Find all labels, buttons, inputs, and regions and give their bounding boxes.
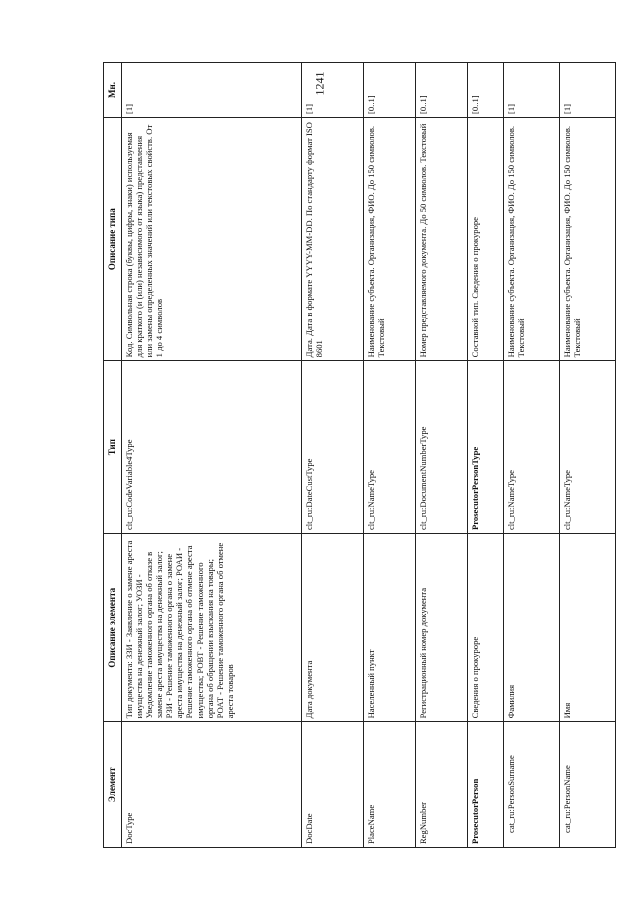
table-row	[301, 63, 363, 848]
cell-multiplicity: [0..1]	[467, 63, 503, 118]
cell-type-description: Наименование субъекта. Организация, ФИО. До 150 символов. Текстовый	[503, 117, 559, 360]
cell-multiplicity: [1]	[503, 63, 559, 118]
cell-multiplicity: [1]	[121, 63, 301, 118]
cell-element: cat_ru:PersonName	[559, 722, 615, 848]
cell-element: ProsecutorPerson	[467, 722, 503, 848]
rotated-table-container	[103, 62, 582, 848]
cell-description: Фамилия	[503, 534, 559, 722]
cell-type: ProsecutorPersonType	[467, 361, 503, 534]
cell-type-description: Код. Символьная строка (буквы, цифры, знаки) используемая для краткого (и (или) независимого от языка) представления или замены определенных значений или текстовых свойств. От 1 до 4 символов	[121, 117, 301, 360]
cell-element: RegNumber	[415, 722, 467, 848]
cell-type: clt_ru:NameType	[559, 361, 615, 534]
cell-multiplicity: [0..1]	[415, 63, 467, 118]
header-description: Описание элемента	[104, 534, 122, 722]
header-type: Тип	[104, 361, 122, 534]
cell-type: clt_ru:DocumentNumberType	[415, 361, 467, 534]
table-row	[467, 63, 503, 848]
cell-description: Населенный пункт	[363, 534, 415, 722]
header-element: Элемент	[104, 722, 122, 848]
cell-type-description: Наименование субъекта. Организация, ФИО. До 150 символов. Текстовый	[363, 117, 415, 360]
cell-type-description: Номер представляемого документа. До 50 символов. Текстовый	[415, 117, 467, 360]
cell-type: clt_ru:NameType	[503, 361, 559, 534]
table-header-row	[104, 63, 122, 848]
cell-multiplicity: [0..1]	[363, 63, 415, 118]
table-row	[363, 63, 415, 848]
table-row	[121, 63, 301, 848]
cell-type-description: Дата. Дата в формате YYYY-MM-DD. По стандарту формат ISO 8601	[301, 117, 363, 360]
cell-description: Имя	[559, 534, 615, 722]
cell-type: clt_ru:NameType	[363, 361, 415, 534]
cell-element: DocDate	[301, 722, 363, 848]
cell-description: Регистрационный номер документа	[415, 534, 467, 722]
cell-description: Тип документа: ЗЗИ - Заявление о замене ареста имущества на денежный залог; УОЗИ - Уведомление таможенного органа об отказе в замене ареста имущества на денежный залог; РЗИ - Решение таможенного органа о замене ареста имущества на денежный залог; РОАИ - Решение таможенного органа об отмене ареста имущества; РОВТ - Решение таможенного органа об обращении взыскания на товары; РОАТ - Решение таможенного органа об отмене ареста товаров	[121, 534, 301, 722]
cell-multiplicity: [1]	[559, 63, 615, 118]
cell-type: clt_ru:DateCustType	[301, 361, 363, 534]
table-row	[503, 63, 559, 848]
cell-multiplicity: [1]	[301, 63, 363, 118]
cell-element: DocType	[121, 722, 301, 848]
schema-table	[103, 62, 616, 848]
cell-type-description: Наименование субъекта. Организация, ФИО. До 150 символов. Текстовый	[559, 117, 615, 360]
cell-description: Дата документа	[301, 534, 363, 722]
cell-type-description: Составной тип. Сведения о прокуроре	[467, 117, 503, 360]
cell-type: clt_ru:CodeVariable4Type	[121, 361, 301, 534]
header-type-description: Описание типа	[104, 117, 122, 360]
page-number: 1241	[312, 71, 327, 96]
header-multiplicity: Мн.	[104, 63, 122, 118]
cell-description: Сведения о прокуроре	[467, 534, 503, 722]
cell-element: cat_ru:PersonSurname	[503, 722, 559, 848]
table-row	[559, 63, 615, 848]
table-row	[415, 63, 467, 848]
cell-element: PlaceName	[363, 722, 415, 848]
